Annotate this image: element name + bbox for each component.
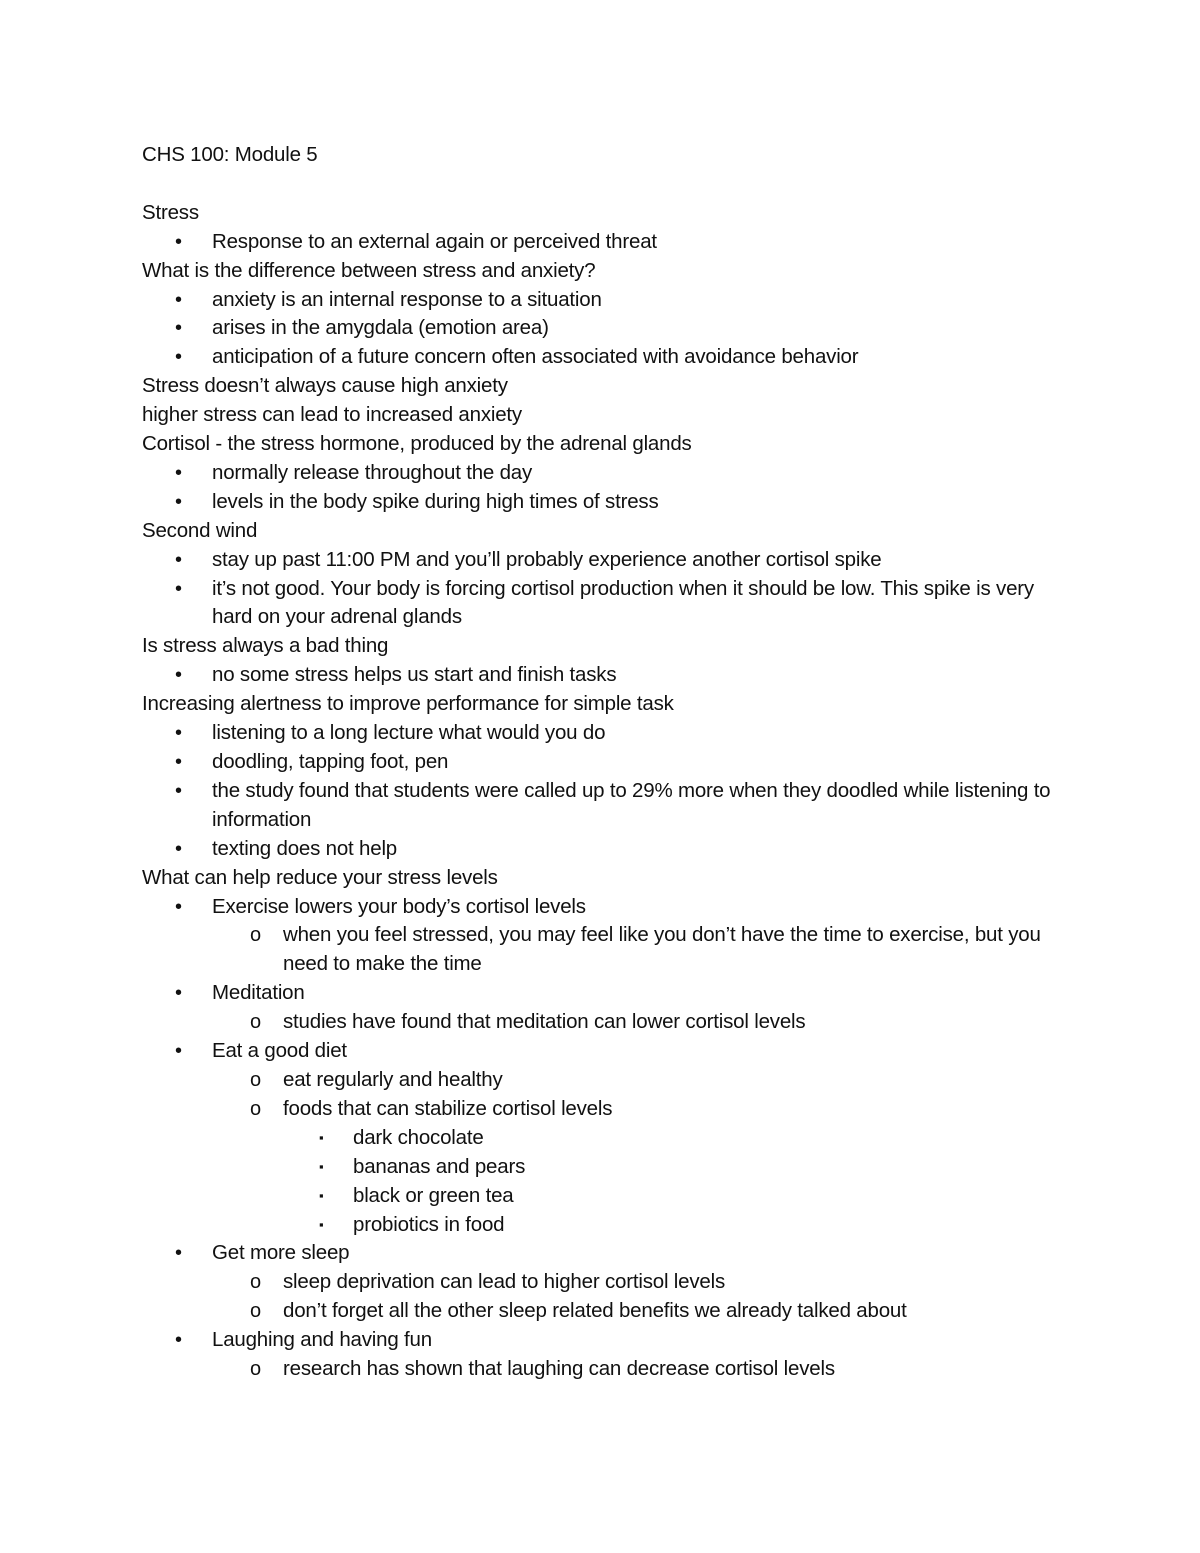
bullet-item	[142, 546, 1072, 575]
bullet-item	[142, 777, 1072, 835]
bullet-text: black or green tea	[353, 1183, 514, 1207]
sub-bullet-item	[142, 1066, 1072, 1095]
bullet-item	[142, 661, 1072, 690]
bullet-icon: •	[175, 1329, 182, 1352]
document-title: CHS 100: Module 5	[142, 143, 318, 166]
sub-bullet-item	[142, 1008, 1072, 1037]
section-heading: What can help reduce your stress levels	[142, 865, 498, 889]
section-heading: What is the difference between stress and anxiety?	[142, 258, 596, 282]
sub-bullet-item	[142, 921, 1072, 979]
circle-bullet-icon: o	[250, 1358, 261, 1381]
bullet-icon: •	[175, 490, 182, 513]
bullet-icon: •	[175, 1040, 182, 1063]
circle-bullet-icon: o	[250, 1300, 261, 1323]
bullet-text: listening to a long lecture what would you do	[212, 721, 606, 745]
bullet-text: levels in the body spike during high times of stress	[212, 489, 659, 513]
bullet-text: Meditation	[212, 981, 305, 1005]
bullet-item	[142, 343, 1072, 372]
sub-sub-bullet-item	[142, 1211, 1072, 1240]
bullet-icon: •	[175, 548, 182, 571]
bullet-item	[142, 835, 1072, 864]
bullet-icon: •	[175, 1242, 182, 1265]
section-heading: Stress	[142, 200, 199, 224]
bullet-text: Eat a good diet	[212, 1039, 347, 1063]
bullet-text: Laughing and having fun	[212, 1328, 432, 1352]
circle-bullet-icon: o	[250, 1097, 261, 1120]
bullet-item	[142, 893, 1072, 922]
section-heading: Is stress always a bad thing	[142, 634, 389, 658]
bullet-text: studies have found that meditation can lower cortisol levels	[283, 1010, 806, 1034]
circle-bullet-icon: o	[250, 1068, 261, 1091]
sub-sub-bullet-item	[142, 1182, 1072, 1211]
bullet-text: Get more sleep	[212, 1241, 350, 1265]
square-bullet-icon: ▪	[319, 1129, 324, 1145]
circle-bullet-icon: o	[250, 1011, 261, 1034]
circle-bullet-icon: o	[250, 1271, 261, 1294]
bullet-text: don’t forget all the other sleep related benefits we already talked about	[283, 1299, 907, 1323]
bullet-text: research has shown that laughing can decrease cortisol levels	[283, 1357, 835, 1381]
section-heading: Stress doesn’t always cause high anxiety	[142, 374, 508, 398]
sub-bullet-item	[142, 1268, 1072, 1297]
bullet-icon: •	[175, 895, 182, 918]
bullet-item	[142, 1037, 1072, 1066]
bullet-item	[142, 488, 1072, 517]
section-heading: higher stress can lead to increased anxiety	[142, 403, 522, 427]
bullet-item	[142, 979, 1072, 1008]
bullet-text: Exercise lowers your body’s cortisol levels	[212, 894, 586, 918]
bullet-text: anxiety is an internal response to a situation	[212, 287, 602, 311]
sub-bullet-item	[142, 1355, 1072, 1384]
bullet-text: it’s not good. Your body is forcing cortisol production when it should be low. This spike is very hard on your adrenal glands	[212, 576, 1034, 629]
bullet-icon: •	[175, 982, 182, 1005]
section-heading: Increasing alertness to improve performance for simple task	[142, 692, 674, 716]
document-content	[142, 199, 1072, 1384]
bullet-text: bananas and pears	[353, 1154, 526, 1178]
bullet-item	[142, 575, 1072, 633]
bullet-text: sleep deprivation can lead to higher cortisol levels	[283, 1270, 726, 1294]
sub-bullet-item	[142, 1297, 1072, 1326]
bullet-item	[142, 459, 1072, 488]
bullet-text: texting does not help	[212, 836, 397, 860]
bullet-item	[142, 1326, 1072, 1355]
bullet-icon: •	[175, 751, 182, 774]
bullet-text: the study found that students were called up to 29% more when they doodled while listening to information	[212, 778, 1051, 831]
bullet-text: eat regularly and healthy	[283, 1067, 503, 1091]
bullet-icon: •	[175, 346, 182, 369]
bullet-text: stay up past 11:00 PM and you’ll probably experience another cortisol spike	[212, 547, 882, 571]
sub-sub-bullet-item	[142, 1153, 1072, 1182]
bullet-text: dark chocolate	[353, 1125, 484, 1149]
bullet-text: no some stress helps us start and finish tasks	[212, 663, 617, 687]
bullet-text: arises in the amygdala (emotion area)	[212, 316, 549, 340]
bullet-icon: •	[175, 837, 182, 860]
bullet-item	[142, 748, 1072, 777]
bullet-icon: •	[175, 722, 182, 745]
bullet-icon: •	[175, 288, 182, 311]
bullet-item	[142, 1239, 1072, 1268]
square-bullet-icon: ▪	[319, 1158, 324, 1174]
bullet-item	[142, 719, 1072, 748]
bullet-icon: •	[175, 664, 182, 687]
bullet-text: probiotics in food	[353, 1212, 505, 1236]
section-heading: Second wind	[142, 518, 258, 542]
square-bullet-icon: ▪	[319, 1216, 324, 1232]
document-body	[142, 141, 1072, 1384]
square-bullet-icon: ▪	[319, 1187, 324, 1203]
section-heading: Cortisol - the stress hormone, produced by the adrenal glands	[142, 432, 692, 456]
circle-bullet-icon: o	[250, 924, 261, 947]
bullet-icon: •	[175, 779, 182, 802]
bullet-item	[142, 286, 1072, 315]
bullet-text: when you feel stressed, you may feel like you don’t have the time to exercise, but you need to make the time	[283, 923, 1041, 976]
bullet-icon: •	[175, 577, 182, 600]
bullet-item	[142, 314, 1072, 343]
bullet-text: doodling, tapping foot, pen	[212, 750, 449, 774]
sub-sub-bullet-item	[142, 1124, 1072, 1153]
sub-bullet-item	[142, 1095, 1072, 1124]
bullet-icon: •	[175, 317, 182, 340]
bullet-text: normally release throughout the day	[212, 460, 533, 484]
bullet-icon: •	[175, 230, 182, 253]
bullet-icon: •	[175, 461, 182, 484]
bullet-text: foods that can stabilize cortisol levels	[283, 1096, 613, 1120]
bullet-text: Response to an external again or perceived threat	[212, 229, 657, 253]
bullet-item	[142, 228, 1072, 257]
bullet-text: anticipation of a future concern often associated with avoidance behavior	[212, 345, 859, 369]
